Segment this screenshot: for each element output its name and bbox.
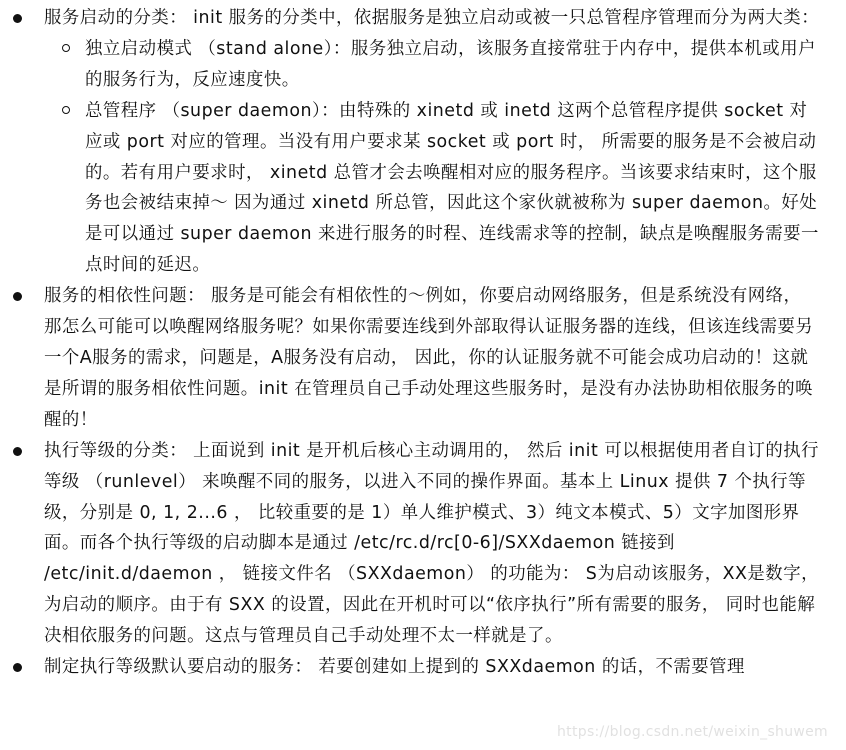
item-text: 服务的相依性问题： 服务是可能会有相依性的～例如，你要启动网络服务，但是系统没有网络， 那怎么可能可以唤醒网络服务呢？如果你需要连线到外部取得认证服务器的连线，但该连线需要另一个A服务的需求，问题是，A服务没有启动， 因此，你的认证服务就不可能会成功启动的！这就是所谓的服务相依性问题。init 在管理员自己手动处理这些服务时，是没有办法协助相依服务的唤醒的！ <box>44 286 814 430</box>
sub-item-stand-alone <box>44 34 820 96</box>
bullet-dot-icon <box>13 447 22 456</box>
list-item-runlevel-types <box>0 436 846 652</box>
sub-item-text: 独立启动模式 （stand alone）：服务独立启动，该服务直接常驻于内存中，提供本机或用户的服务行为，反应速度快。 <box>85 38 816 90</box>
bullet-circle-icon <box>62 44 70 52</box>
sub-item-super-daemon <box>44 96 820 281</box>
bullet-circle-icon <box>62 106 70 114</box>
bullet-dot-icon <box>13 14 22 23</box>
item-text: 执行等级的分类： 上面说到 init 是开机后核心主动调用的， 然后 init 可以根据使用者自订的执行等级 （runlevel） 来唤醒不同的服务，以进入不同的操作界面。基本上 Linux 提供 7 个执行等级，分别是 0, 1, 2...6 ， 比较重要的是 1）单人维护模式、3）纯文本模式、5）文字加图形界面。而各个执行等级的启动脚本是通过 /etc/rc.d/rc[0-6]/SXXdaemon 链接到 /etc/init.d/daemon ， 链接文件名 （SXXdaemon） 的功能为： S为启动该服务，XX是数字，为启动的顺序。由于有 SXX 的设置，因此在开机时可以“依序执行”所有需要的服务， 同时也能解决相依服务的问题。这点与管理员自己手动处理不太一样就是了。 <box>44 440 820 647</box>
watermark: https://blog.csdn.net/weixin_shuwem <box>557 724 828 740</box>
bullet-list <box>0 3 846 683</box>
sub-item-text: 总管程序 （super daemon）：由特殊的 xinetd 或 inetd 这两个总管程序提供 socket 对应或 port 对应的管理。当没有用户要求某 socket 或 port 时， 所需要的服务是不会被启动的。若有用户要求时， xinetd 总管才会去唤醒相对应的服务程序。当该要求结束时，这个服务也会被结束掉～ 因为通过 xinetd 所总管，因此这个家伙就被称为 super daemon。好处是可以通过 super daemon 来进行服务的时程、连线需求等的控制，缺点是唤醒服务需要一点时间的延迟。 <box>85 100 819 276</box>
sub-list <box>44 34 820 281</box>
item-text: 服务启动的分类： init 服务的分类中，依据服务是独立启动或被一只总管程序管理而分为两大类： <box>44 8 820 28</box>
bullet-dot-icon <box>13 292 22 301</box>
list-item-service-startup-types <box>0 3 846 281</box>
list-item-service-dependency <box>0 281 846 436</box>
list-item-default-services <box>0 652 846 683</box>
item-text: 制定执行等级默认要启动的服务： 若要创建如上提到的 SXXdaemon 的话，不需要管理 <box>44 657 745 678</box>
bullet-dot-icon <box>13 663 22 672</box>
